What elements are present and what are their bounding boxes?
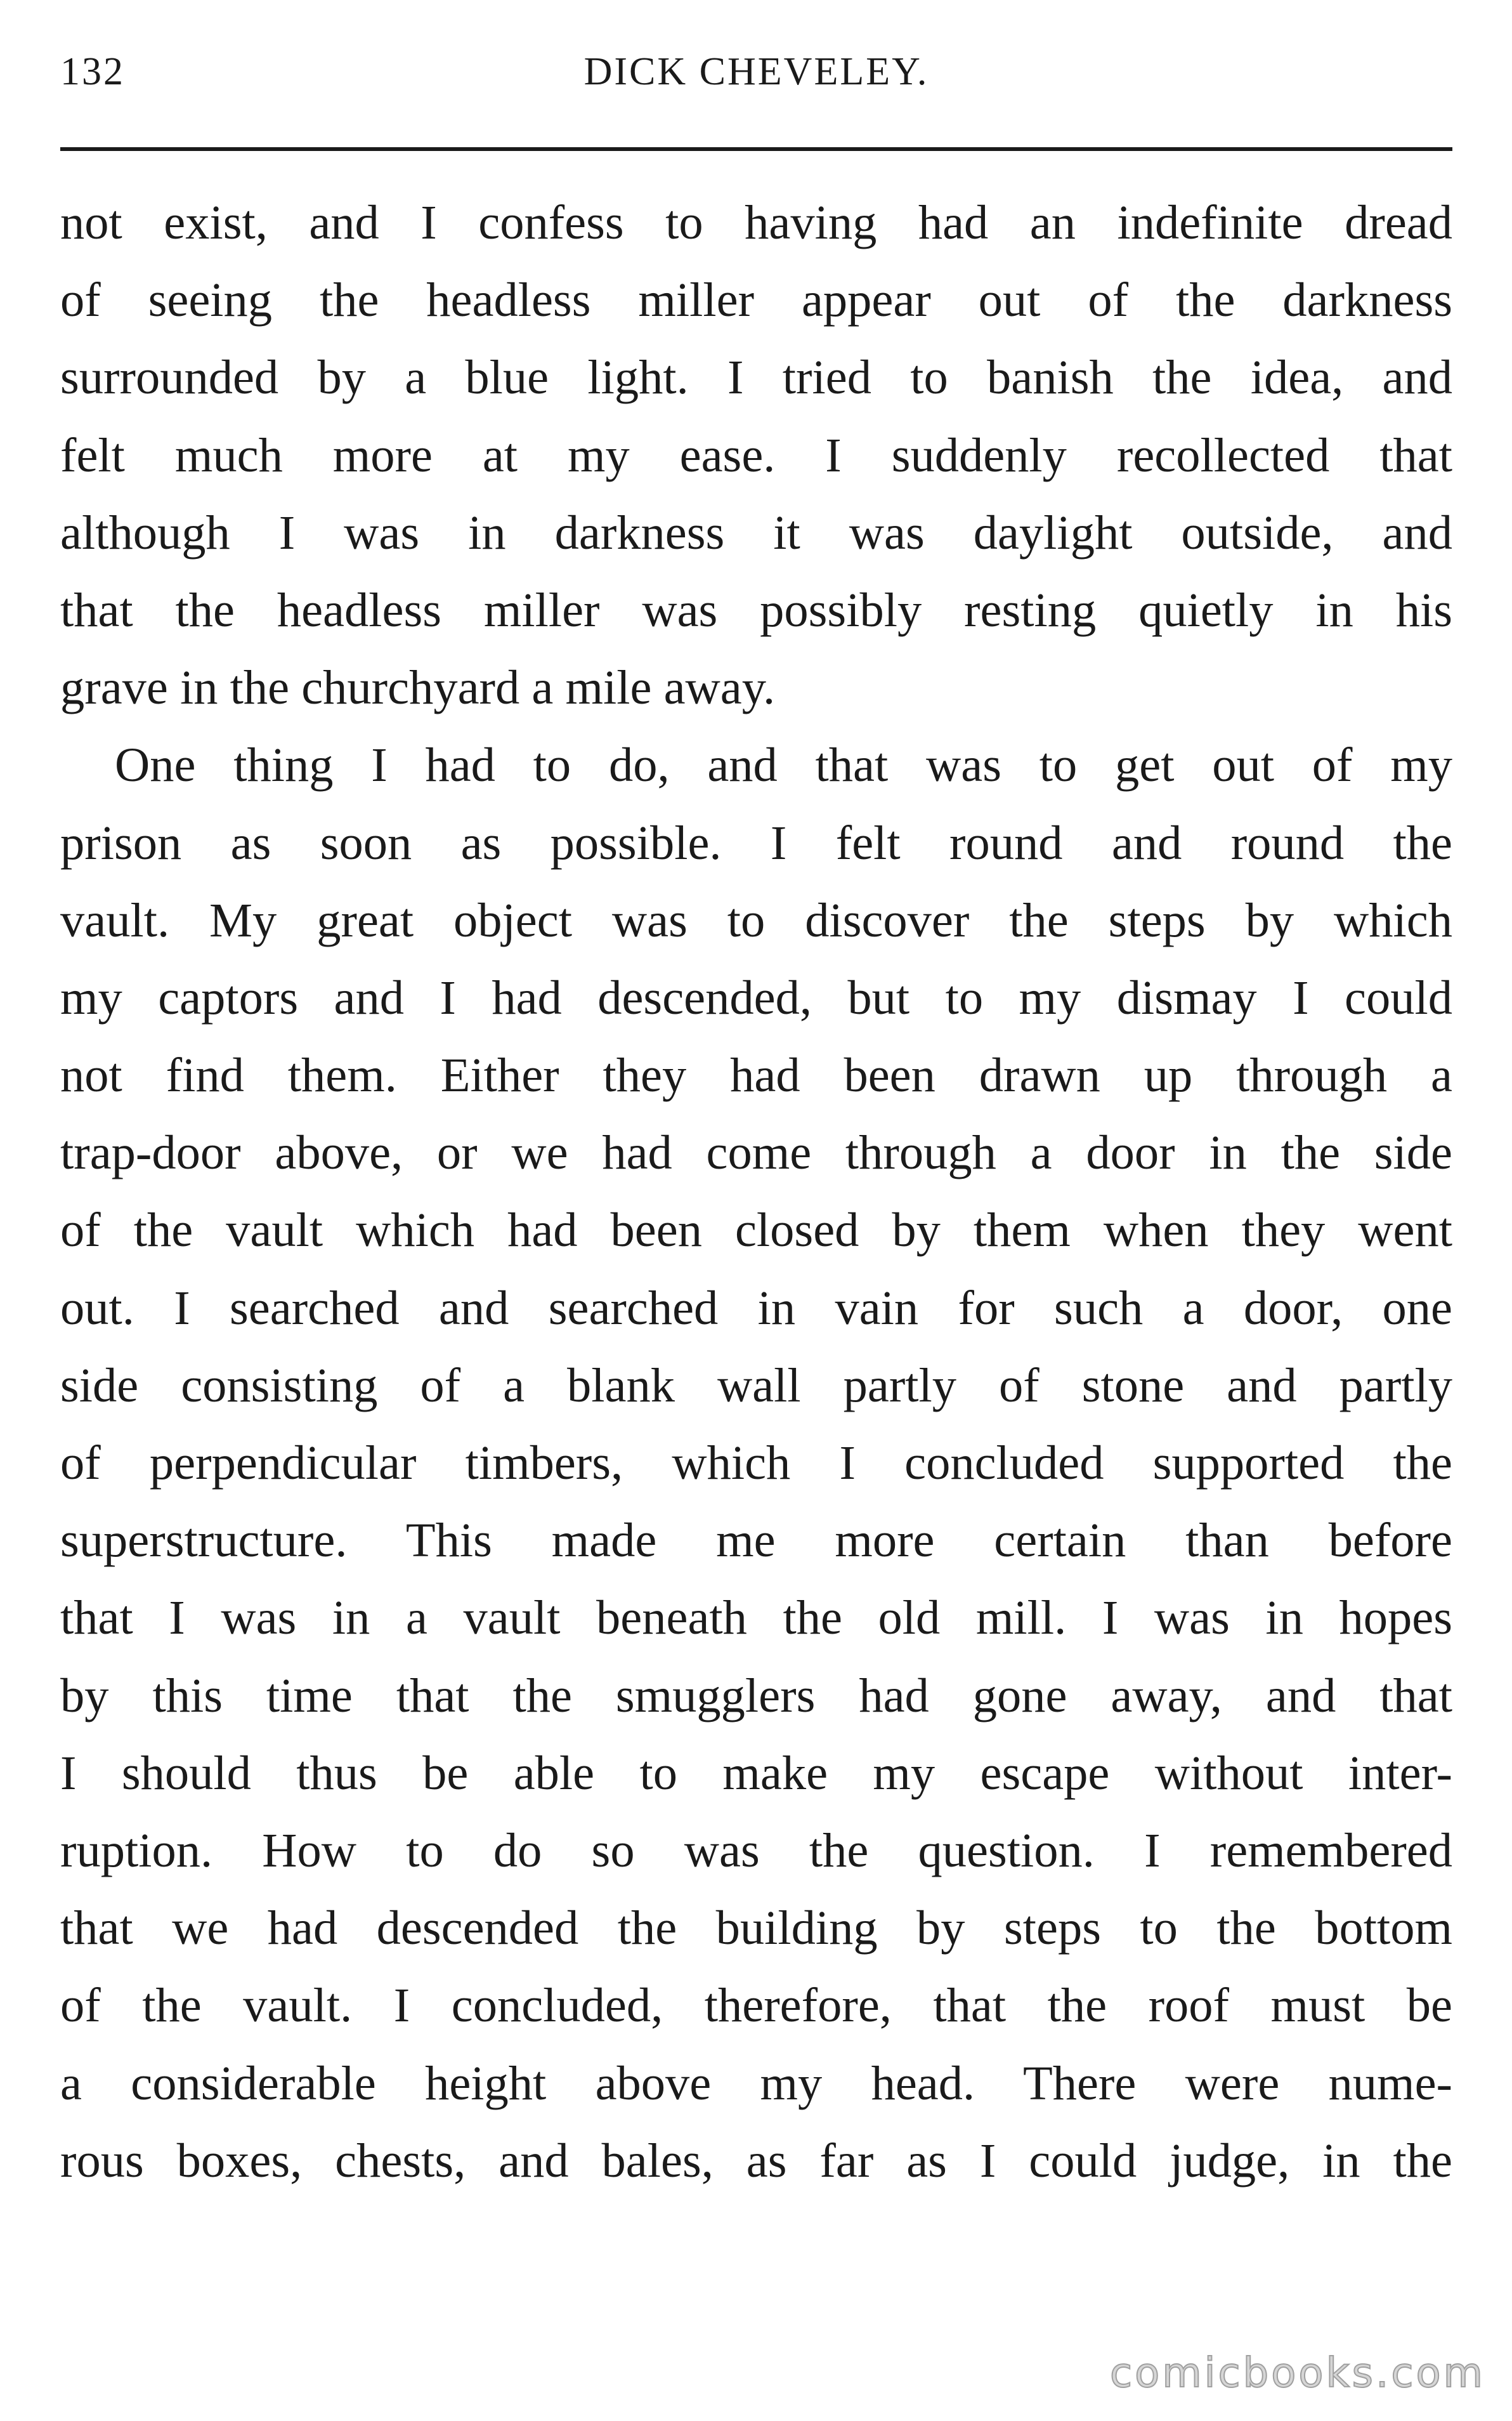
text-line: grave in the churchyard a mile away.: [60, 660, 776, 715]
text-line: trap-door above, or we had come through a door in the side: [60, 1125, 1452, 1180]
text-line: not exist, and I confess to having had an indefinite dread: [60, 195, 1452, 249]
header-rule: [60, 147, 1452, 151]
body-text: [60, 184, 1452, 2200]
text-line: vault. My great object was to discover the steps by which: [60, 893, 1452, 947]
text-line: of perpendicular timbers, which I concluded supported the: [60, 1436, 1452, 1490]
text-line: prison as soon as possible. I felt round and round the: [60, 815, 1452, 870]
running-title: DICK CHEVELEY.: [583, 50, 929, 93]
text-line: side consisting of a blank wall partly of stone and partly: [60, 1358, 1452, 1412]
text-line: felt much more at my ease. I suddenly recollected that: [60, 428, 1452, 482]
text-line: although I was in darkness it was daylight outside, and: [60, 505, 1452, 560]
running-head: [60, 49, 1452, 119]
text-line: of the vault. I concluded, therefore, that the roof must be: [60, 1978, 1452, 2033]
text-line: I should thus be able to make my escape without inter-: [60, 1745, 1452, 1800]
text-line: by this time that the smugglers had gone away, and that: [60, 1668, 1452, 1722]
text-line: not find them. Either they had been drawn up through a: [60, 1048, 1452, 1103]
watermark: comicbooks.com: [1109, 2350, 1485, 2397]
paragraph-1: [60, 184, 1452, 726]
paragraph-2: [60, 726, 1452, 2200]
text-line: surrounded by a blue light. I tried to banish the idea, and: [60, 350, 1452, 405]
text-line: my captors and I had descended, but to my dismay I could: [60, 970, 1452, 1025]
page-number: 132: [60, 50, 125, 93]
text-line: superstructure. This made me more certain than before: [60, 1513, 1452, 1568]
text-line: that the headless miller was possibly resting quietly in his: [60, 582, 1452, 637]
text-line: rous boxes, chests, and bales, as far as I could judge, in the: [60, 2133, 1452, 2188]
text-line: ruption. How to do so was the question. I remembered: [60, 1823, 1452, 1877]
text-line: that I was in a vault beneath the old mill. I was in hopes: [60, 1591, 1452, 1645]
text-line: a considerable height above my head. There were nume-: [60, 2056, 1452, 2110]
text-line: One thing I had to do, and that was to get out of my: [115, 738, 1452, 792]
text-line: out. I searched and searched in vain for such a door, one: [60, 1280, 1452, 1335]
text-line: of the vault which had been closed by them when they went: [60, 1203, 1452, 1257]
text-line: of seeing the headless miller appear out of the darkness: [60, 273, 1452, 327]
text-line: that we had descended the building by steps to the bottom: [60, 1901, 1452, 1955]
